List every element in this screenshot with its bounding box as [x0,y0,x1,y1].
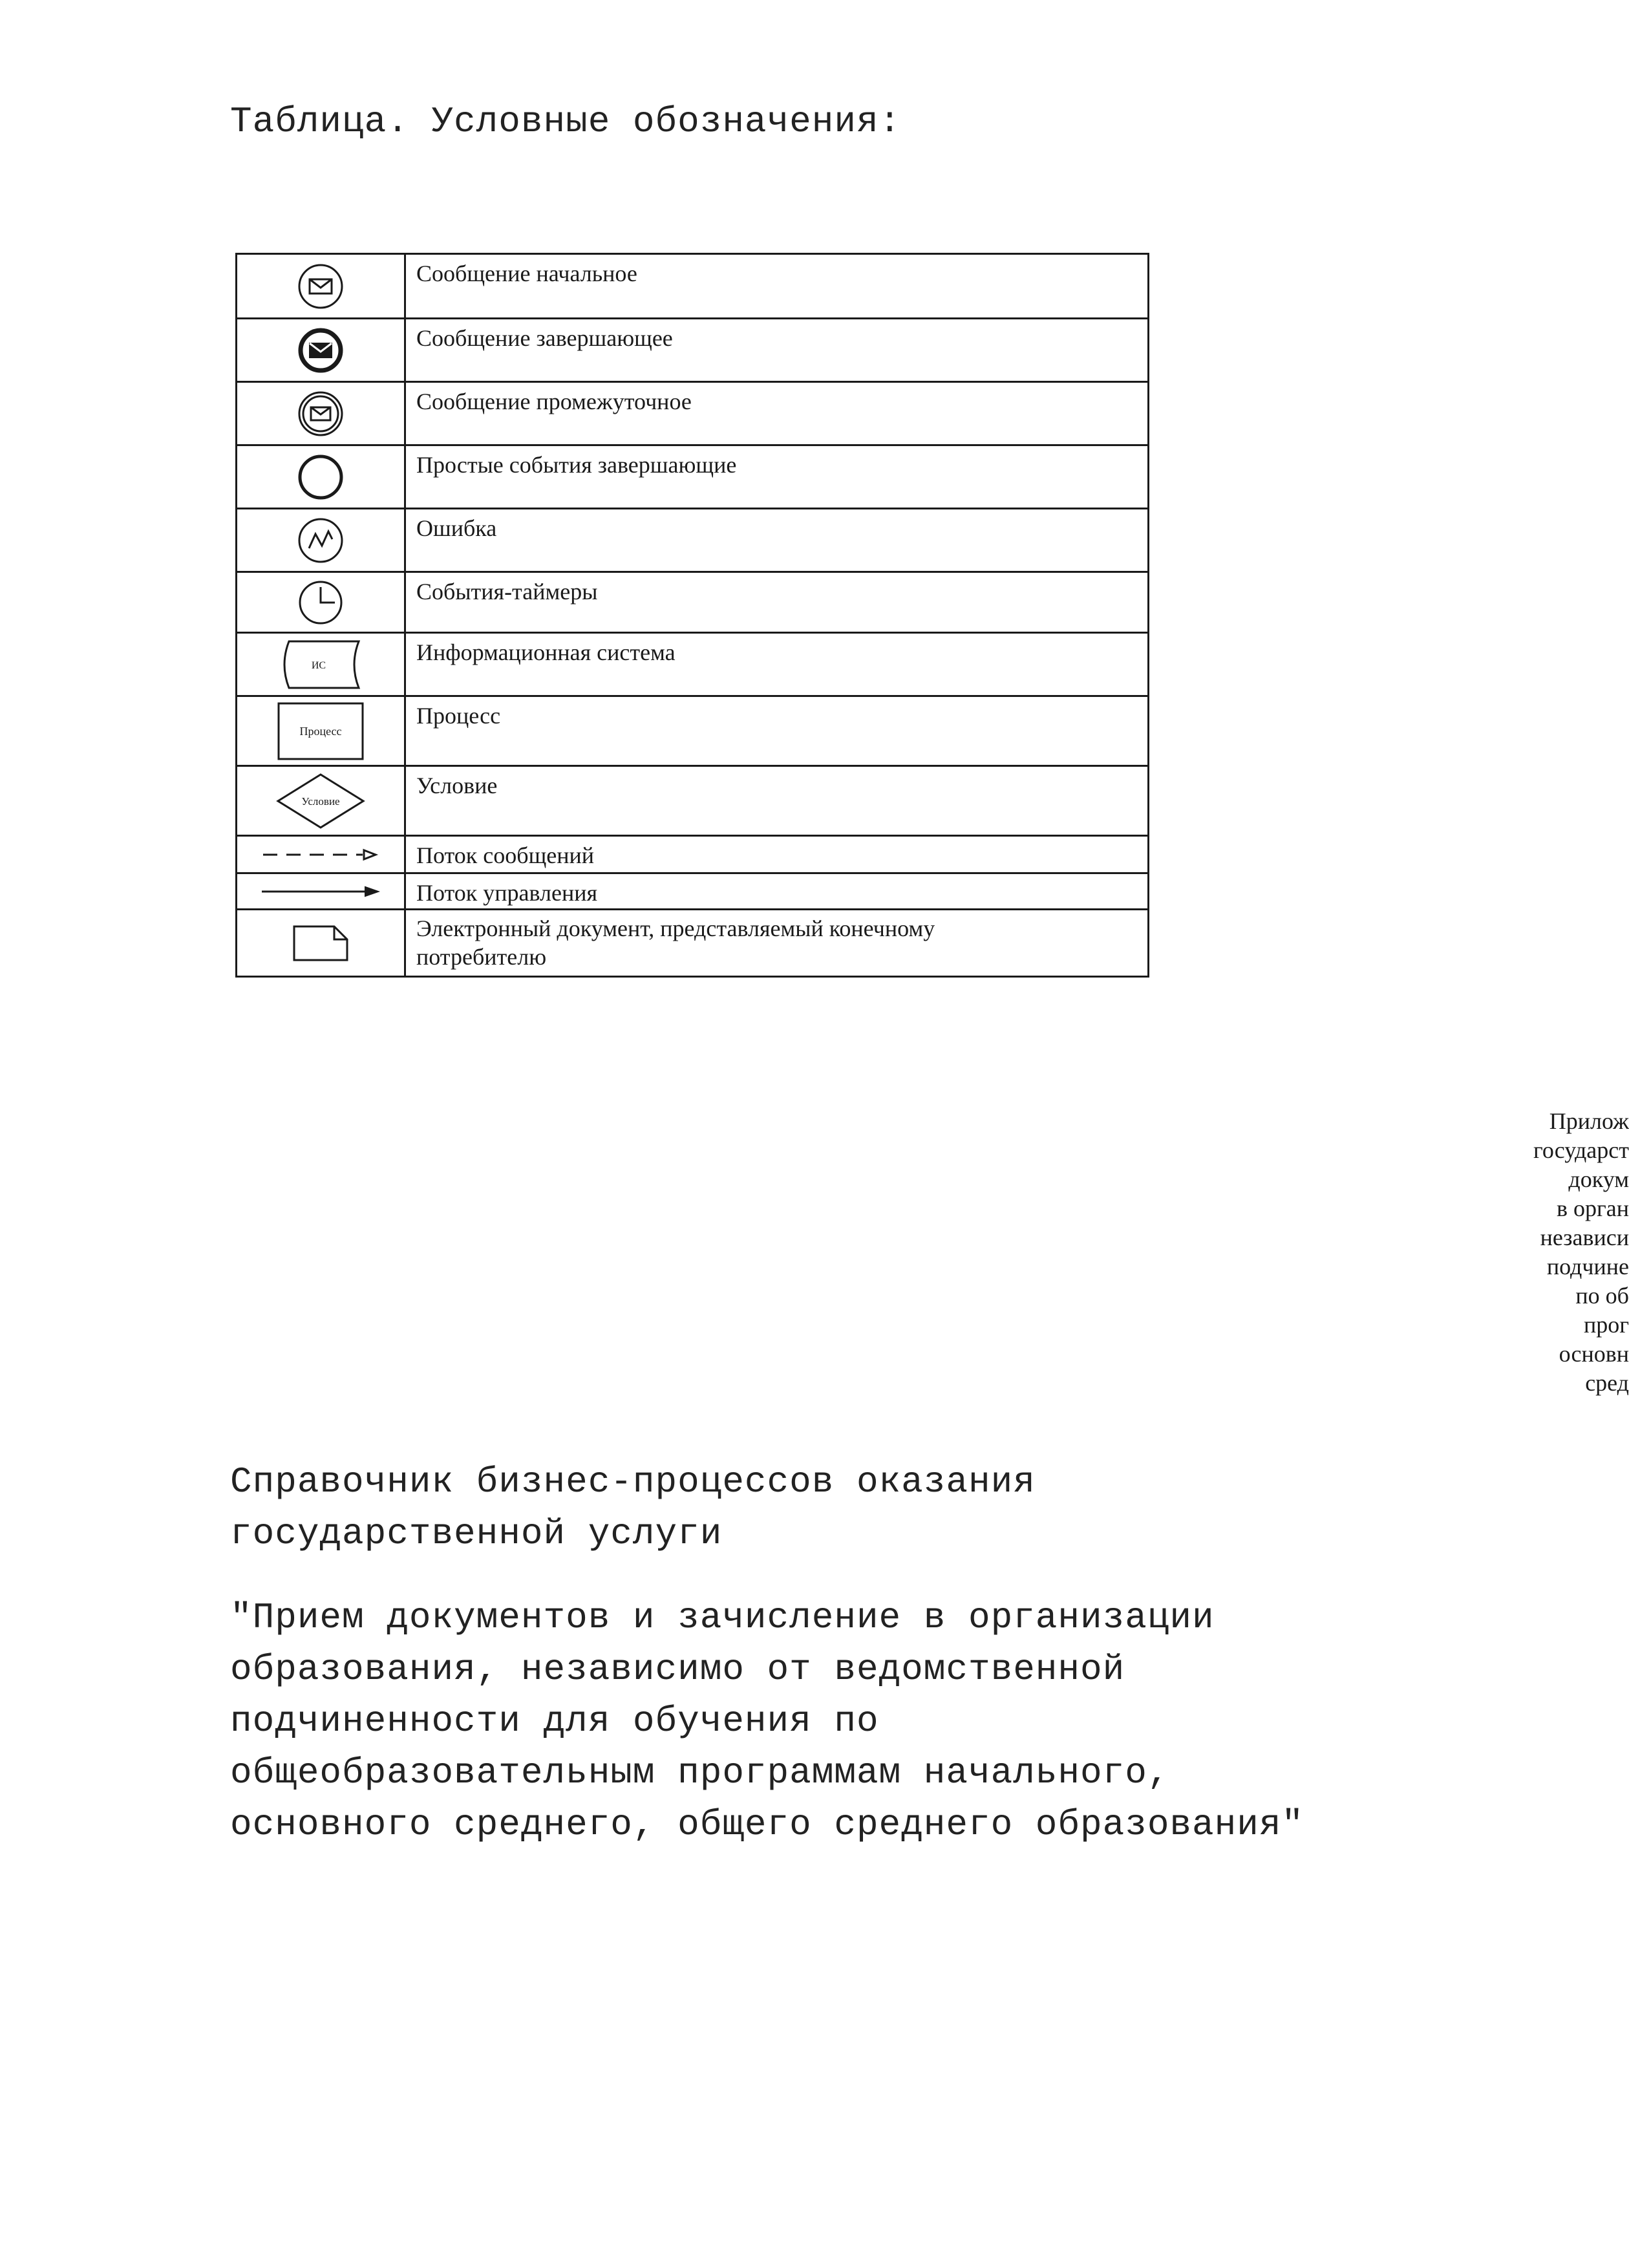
legend-label: События-таймеры [405,572,1149,633]
message-flow-arrow-icon [259,845,382,864]
legend-symbol-cell [237,254,405,319]
annex-note-line: прог [1583,1312,1629,1338]
annex-note-line: независи [1540,1225,1629,1250]
registry-title [230,1456,1523,1559]
annex-note-line: Прилож [1549,1108,1629,1134]
legend-label: Сообщение завершающее [405,319,1149,382]
legend-label: Процесс [405,696,1149,766]
legend-symbol-cell [237,873,405,910]
legend-label: Условие [405,766,1149,836]
message-intermediate-icon [296,389,345,438]
legend-row [237,509,1149,572]
legend-label: Ошибка [405,509,1149,572]
legend-symbol-cell [237,572,405,633]
registry-title-line: государственной услуги [230,1513,723,1554]
annex-note-line: основн [1559,1341,1629,1367]
legend-label: Простые события завершающие [405,445,1149,509]
annex-note-line: по об [1575,1283,1629,1309]
process-box-icon [277,701,365,761]
registry-title-line: Справочник бизнес-процессов оказания [230,1461,1036,1503]
annex-note-line: подчине [1546,1254,1629,1279]
condition-diamond-icon-label: Условие [301,795,340,808]
service-name-line: образования, независимо от ведомственной [230,1649,1125,1690]
legend-symbol-cell [237,766,405,836]
legend-label [405,910,1149,977]
legend-label: Поток управления [405,873,1149,910]
annex-note-line: государст [1533,1137,1629,1163]
legend-row [237,696,1149,766]
annex-note [1474,1107,1629,1398]
annex-note-line: докум [1568,1166,1629,1192]
service-name-line: подчиненности для обучения по [230,1700,879,1742]
service-name-line: "Прием документов и зачисление в организации [230,1597,1215,1638]
legend-label: Сообщение начальное [405,254,1149,319]
legend-symbol-cell [237,509,405,572]
legend-row [237,873,1149,910]
legend-symbol-cell [237,696,405,766]
error-event-icon [296,516,345,565]
control-flow-arrow-icon [259,882,382,901]
legend-row [237,319,1149,382]
legend-row [237,766,1149,836]
legend-label-line: Электронный документ, представляемый конечному [416,915,935,941]
service-name-line: общеобразовательным программам начального, [230,1752,1170,1793]
annex-note-line: сред [1585,1370,1629,1396]
legend-label: Сообщение промежуточное [405,382,1149,445]
information-system-icon-label: ИС [311,659,326,671]
legend-heading: Таблица. Условные обозначения: [230,101,902,142]
message-end-icon [296,326,345,375]
electronic-document-icon [292,924,350,963]
annex-note-line: в орган [1556,1195,1629,1221]
legend-label-line: потребителю [416,944,547,970]
legend-symbol-cell [237,633,405,696]
legend-row [237,836,1149,873]
legend-label: Поток сообщений [405,836,1149,873]
service-name-line: основного среднего, общего среднего образования" [230,1804,1304,1845]
message-start-icon [296,262,345,311]
legend-row [237,910,1149,977]
condition-diamond-icon [275,772,366,830]
legend-row [237,445,1149,509]
legend-row [237,633,1149,696]
legend-symbol-cell [237,910,405,977]
legend-table [235,253,1149,978]
legend-row [237,254,1149,319]
information-system-icon [279,639,363,690]
legend-label: Информационная система [405,633,1149,696]
legend-symbol-cell [237,445,405,509]
timer-event-icon [296,578,345,627]
legend-row [237,382,1149,445]
legend-symbol-cell [237,836,405,873]
service-name [230,1592,1562,1850]
process-box-icon-label: Процесс [299,724,342,738]
legend-symbol-cell [237,382,405,445]
simple-end-event-icon [296,453,345,502]
legend-symbol-cell [237,319,405,382]
legend-row [237,572,1149,633]
